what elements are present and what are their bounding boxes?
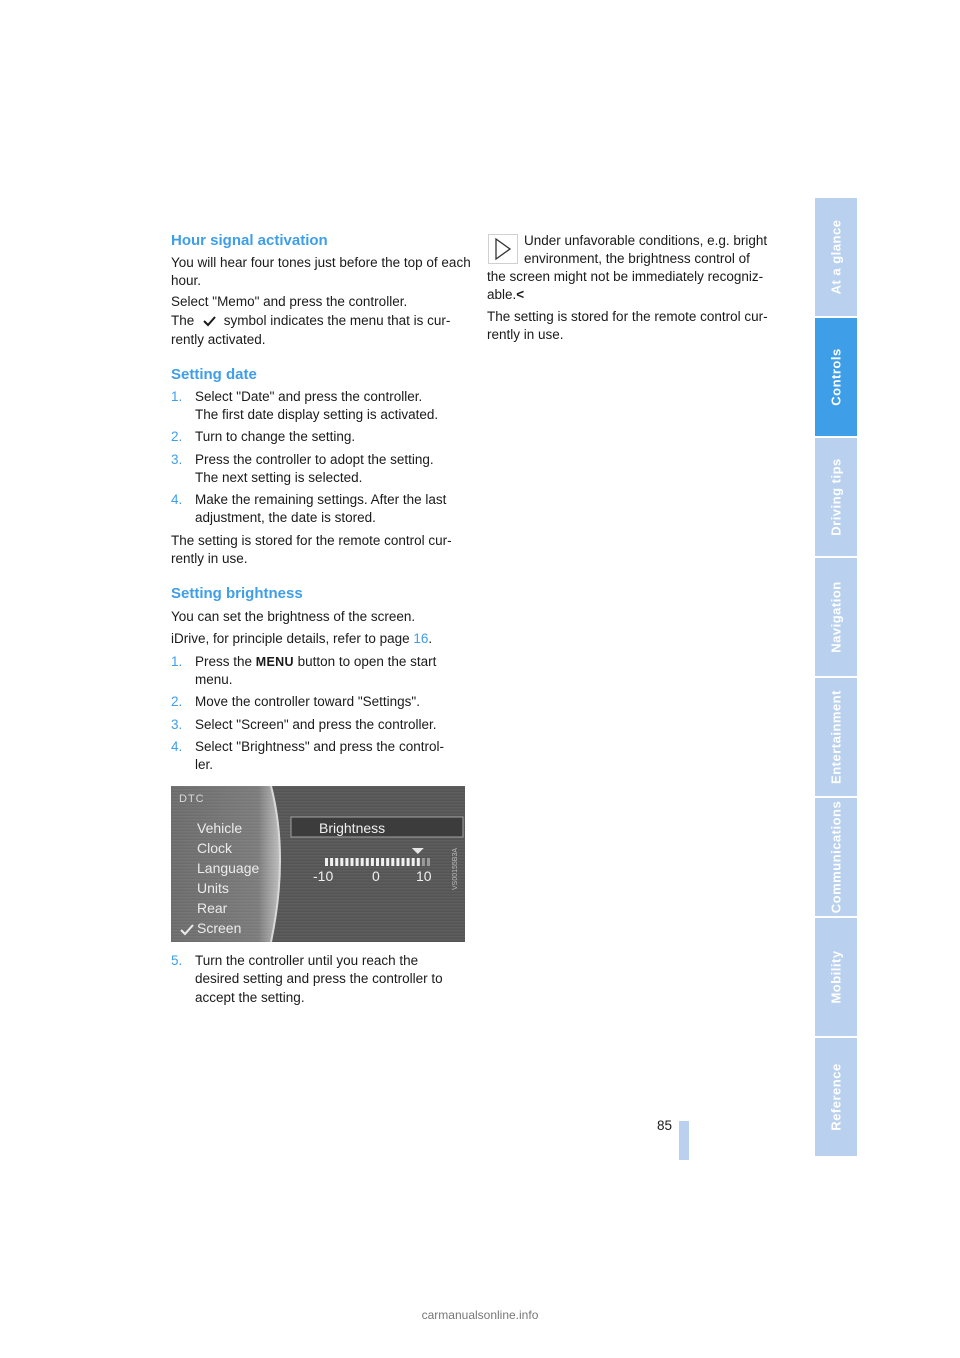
warning-line-4	[487, 286, 787, 304]
step-line: Make the remaining settings. After the last	[195, 492, 447, 507]
menu-item-units[interactable]: Units	[197, 880, 229, 896]
brightness-step-1	[171, 653, 471, 691]
scale-tick	[417, 858, 420, 866]
tab-controls[interactable]	[815, 318, 857, 436]
step-line: The first date display setting is activated.	[195, 407, 439, 423]
screen-header: DTC	[179, 793, 205, 805]
step-text	[195, 491, 465, 528]
brightness-step-4	[171, 738, 471, 776]
scale-tick	[351, 858, 354, 866]
scale-tick	[396, 858, 399, 866]
step-number: 3.	[171, 452, 183, 467]
scale-tick	[330, 858, 333, 866]
step-number: 1.	[171, 389, 183, 404]
step-number: 4.	[171, 739, 183, 754]
tab-at-a-glance[interactable]	[815, 198, 857, 316]
step-line: The next setting is selected.	[195, 470, 363, 486]
menu-item-clock[interactable]: Clock	[197, 840, 233, 856]
step-number: 5.	[171, 953, 183, 968]
brightness-step-5	[171, 952, 471, 1010]
step-text: Select "Screen" and press the controller.	[195, 717, 437, 732]
warning-line-2: environment, the brightness control of	[524, 251, 750, 266]
scale-tick	[340, 858, 343, 866]
tab-label: Navigation	[828, 581, 844, 653]
reference-text: iDrive, for principle details, refer to page	[171, 631, 410, 646]
hour-signal-intro: You will hear four tones just before the top of each hour.	[171, 255, 471, 289]
scale-min-label: -10	[313, 868, 334, 884]
image-code: VS00155B3A	[452, 847, 459, 890]
scale-max-label: 10	[416, 868, 432, 884]
step-line: Select "Brightness" and press the control-	[195, 739, 444, 754]
step-line: menu.	[195, 672, 233, 688]
brightness-reference	[171, 630, 471, 648]
scale-tick	[402, 858, 405, 866]
step-line: Press the	[195, 654, 253, 669]
scale-tick	[407, 858, 410, 866]
menu-item-screen[interactable]: Screen	[197, 920, 242, 936]
tab-entertainment[interactable]	[815, 678, 857, 796]
step-line: Press the controller to adopt the setting.	[195, 452, 434, 467]
page-number: 85	[656, 1118, 672, 1133]
step-number: 2.	[171, 429, 183, 444]
tab-label: Reference	[828, 1063, 844, 1131]
reference-punct: .	[428, 631, 433, 646]
menu-item-rear[interactable]: Rear	[197, 900, 228, 916]
tab-mobility[interactable]	[815, 918, 857, 1036]
heading-hour-signal: Hour signal activation	[171, 232, 328, 249]
tab-label: Mobility	[828, 950, 844, 1004]
step-number: 1.	[171, 654, 183, 669]
brightness-step-2	[171, 693, 471, 713]
step-line: Select "Date" and press the controller.	[195, 389, 423, 404]
step-text: Move the controller toward "Settings".	[195, 694, 420, 709]
step-number: 2.	[171, 694, 183, 709]
scale-tick	[427, 858, 430, 866]
tab-label: Entertainment	[828, 690, 844, 784]
date-note	[171, 532, 471, 569]
scale-tick	[335, 858, 338, 866]
step-text	[195, 653, 465, 690]
menu-item-vehicle[interactable]: Vehicle	[197, 820, 243, 836]
hour-signal-symbol-post: symbol indicates the menu that is cur-	[223, 313, 451, 328]
tab-label: Driving tips	[828, 458, 844, 536]
scale-tick	[366, 858, 369, 866]
tab-reference[interactable]	[815, 1038, 857, 1156]
brightness-field-title[interactable]: Brightness	[319, 820, 386, 836]
warning-text: able.	[487, 287, 517, 302]
step-line: Turn the controller until you reach the	[195, 953, 419, 968]
step-text: Turn to change the setting.	[195, 429, 356, 444]
hour-signal-symbol-pre: The	[171, 313, 195, 328]
scale-tick	[361, 858, 364, 866]
step-number: 3.	[171, 717, 183, 732]
scale-tick	[376, 858, 379, 866]
hour-signal-active: rently activated.	[171, 332, 266, 347]
date-step-4	[171, 491, 471, 529]
step-text	[195, 952, 465, 1007]
chapter-tabs	[815, 198, 857, 1160]
step-line: desired setting and press the controller to	[195, 971, 443, 987]
checkmark-icon	[198, 314, 220, 328]
note-line: The setting is stored for the remote control cur-	[487, 309, 768, 324]
step-line: button to open the start	[297, 654, 437, 669]
watermark: carmanualsonline.info	[421, 1308, 539, 1322]
tab-label: At a glance	[828, 219, 844, 295]
scale-tick	[356, 858, 359, 866]
note-line: rently in use.	[171, 551, 248, 567]
step-line: accept the setting.	[195, 989, 305, 1005]
step-number: 4.	[171, 492, 183, 507]
page-number-bar	[679, 1121, 689, 1160]
step-line: ler.	[195, 757, 214, 773]
scale-tick	[371, 858, 374, 866]
step-line: adjustment, the date is stored.	[195, 510, 376, 526]
note-line: rently in use.	[487, 327, 564, 343]
heading-setting-brightness: Setting brightness	[171, 585, 303, 602]
menu-button-icon: MENU	[255, 655, 294, 669]
scale-tick	[386, 858, 389, 866]
scale-tick	[422, 858, 425, 866]
date-step-1	[171, 388, 471, 426]
note-line: The setting is stored for the remote control cur-	[171, 533, 452, 548]
tab-driving-tips[interactable]	[815, 438, 857, 556]
hour-signal-symbol-line	[171, 312, 471, 330]
date-step-2	[171, 428, 471, 448]
scale-tick	[381, 858, 384, 866]
date-step-3	[171, 451, 471, 489]
note-triangle-icon	[488, 234, 518, 264]
brightness-intro: You can set the brightness of the screen.	[171, 609, 416, 624]
scale-tick	[391, 858, 394, 866]
tab-navigation[interactable]	[815, 558, 857, 676]
step-text	[195, 738, 465, 775]
end-mark: <	[516, 287, 525, 302]
warning-line-1: Under unfavorable conditions, e.g. bright	[524, 233, 768, 248]
scale-tick	[412, 858, 415, 866]
menu-item-language[interactable]: Language	[197, 860, 260, 876]
right-note	[487, 308, 787, 345]
scale-tick	[325, 858, 328, 866]
step-text	[195, 451, 465, 488]
tab-label: Controls	[828, 348, 844, 406]
idrive-screen-image	[171, 786, 465, 942]
tab-label: Communications	[828, 800, 844, 914]
brightness-step-3	[171, 716, 471, 736]
scale-mid-label: 0	[372, 868, 380, 884]
checkmark-icon	[179, 924, 195, 936]
step-text	[195, 388, 465, 425]
page-reference-link[interactable]: 16	[413, 631, 429, 646]
heading-setting-date: Setting date	[171, 366, 257, 383]
scale-tick	[345, 858, 348, 866]
hour-signal-select: Select "Memo" and press the controller.	[171, 294, 408, 309]
warning-line-3: the screen might not be immediately recogniz-	[487, 269, 764, 284]
tab-communications[interactable]	[815, 798, 857, 916]
